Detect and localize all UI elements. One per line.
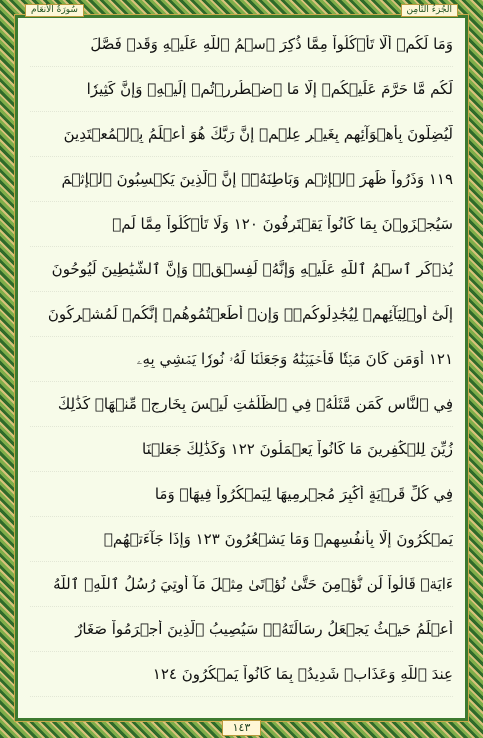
text-line: فِي كُلِّ قَرۡيَةٍ أَكَٰبِرَ مُجۡرِمِيهَا لِيَمۡكُرُواْ فِيهَاۖ وَمَا [30,472,453,517]
text-line: عِندَ ٱللَّهِ وَعَذَابٞ شَدِيدُۢ بِمَا كَانُواْ يَمۡكُرُونَ ١٢٤ [30,652,453,697]
text-line: زُيِّنَ لِلۡكَٰفِرِينَ مَا كَانُواْ يَعۡمَلُونَ ١٢٢ وَكَذَٰلِكَ جَعَلۡنَا [30,427,453,472]
surah-name: سُورَةُ الأَنعَام [25,4,84,17]
text-line: سَيُجۡزَوۡنَ بِمَا كَانُواْ يَقۡتَرِفُونَ ١٢٠ وَلَا تَأۡكُلُواْ مِمَّا لَمۡ [30,202,453,247]
text-line: فِي ٱلنَّاسِ كَمَن مَّثَلُهُۥ فِي ٱلظُّلُمَٰتِ لَيۡسَ بِخَارِجٖ مِّنۡهَاۚ كَذَٰلِكَ [30,382,453,427]
text-line: لَّيُضِلُّونَ بِأَهۡوَآئِهِم بِغَيۡرِ عِلۡمٍۚ إِنَّ رَبَّكَ هُوَ أَعۡلَمُ بِٱلۡمُعۡتَدِينَ [30,112,453,157]
page-header [15,3,468,17]
text-line: وَمَا لَكُمۡ أَلَّا تَأۡكُلُواْ مِمَّا ذُكِرَ ٱسۡمُ ٱللَّهِ عَلَيۡهِ وَقَدۡ فَصَّلَ [30,22,453,67]
page-footer [0,718,483,738]
text-line: ١٢١ أَوَمَن كَانَ مَيۡتٗا فَأَحۡيَيۡنَٰهُ وَجَعَلۡنَا لَهُۥ نُورٗا يَمۡشِي بِهِۦ [30,337,453,382]
text-line: ١١٩ وَذَرُواْ ظَٰهِرَ ٱلۡإِثۡمِ وَبَاطِنَهُۥٓۚ إِنَّ ٱلَّذِينَ يَكۡسِبُونَ ٱلۡإِثۡمَ [30,157,453,202]
text-line: أَعۡلَمُ حَيۡثُ يَجۡعَلُ رِسَالَتَهُۥۗ سَيُصِيبُ ٱلَّذِينَ أَجۡرَمُواْ صَغَارٌ [30,607,453,652]
text-line: يُذۡكَرِ ٱسۡمُ ٱللَّهِ عَلَيۡهِ وَإِنَّهُۥ لَفِسۡقٞۗ وَإِنَّ ٱلشَّيَٰطِينَ لَيُوحُونَ [30,247,453,292]
text-line: ءَايَةٞ قَالُواْ لَن نُّؤۡمِنَ حَتَّىٰ نُؤۡتَىٰ مِثۡلَ مَآ أُوتِيَ رُسُلُ ٱللَّهِۘ ٱللَّهُ [30,562,453,607]
juz-name: الجُزءُ الثّامِن [401,4,458,17]
quran-text-block [30,22,453,692]
text-line: لَكُم مَّا حَرَّمَ عَلَيۡكُمۡ إِلَّا مَا ٱضۡطُرِرۡتُمۡ إِلَيۡهِۗ وَإِنَّ كَثِيرٗا [30,67,453,112]
page-number: ١٤٣ [222,720,262,736]
text-line: إِلَىٰٓ أَوۡلِيَآئِهِمۡ لِيُجَٰدِلُوكُمۡۖ وَإِنۡ أَطَعۡتُمُوهُمۡ إِنَّكُمۡ لَمُشۡرِكُونَ [30,292,453,337]
text-line: يَمۡكُرُونَ إِلَّا بِأَنفُسِهِمۡ وَمَا يَشۡعُرُونَ ١٢٣ وَإِذَا جَآءَتۡهُمۡ [30,517,453,562]
